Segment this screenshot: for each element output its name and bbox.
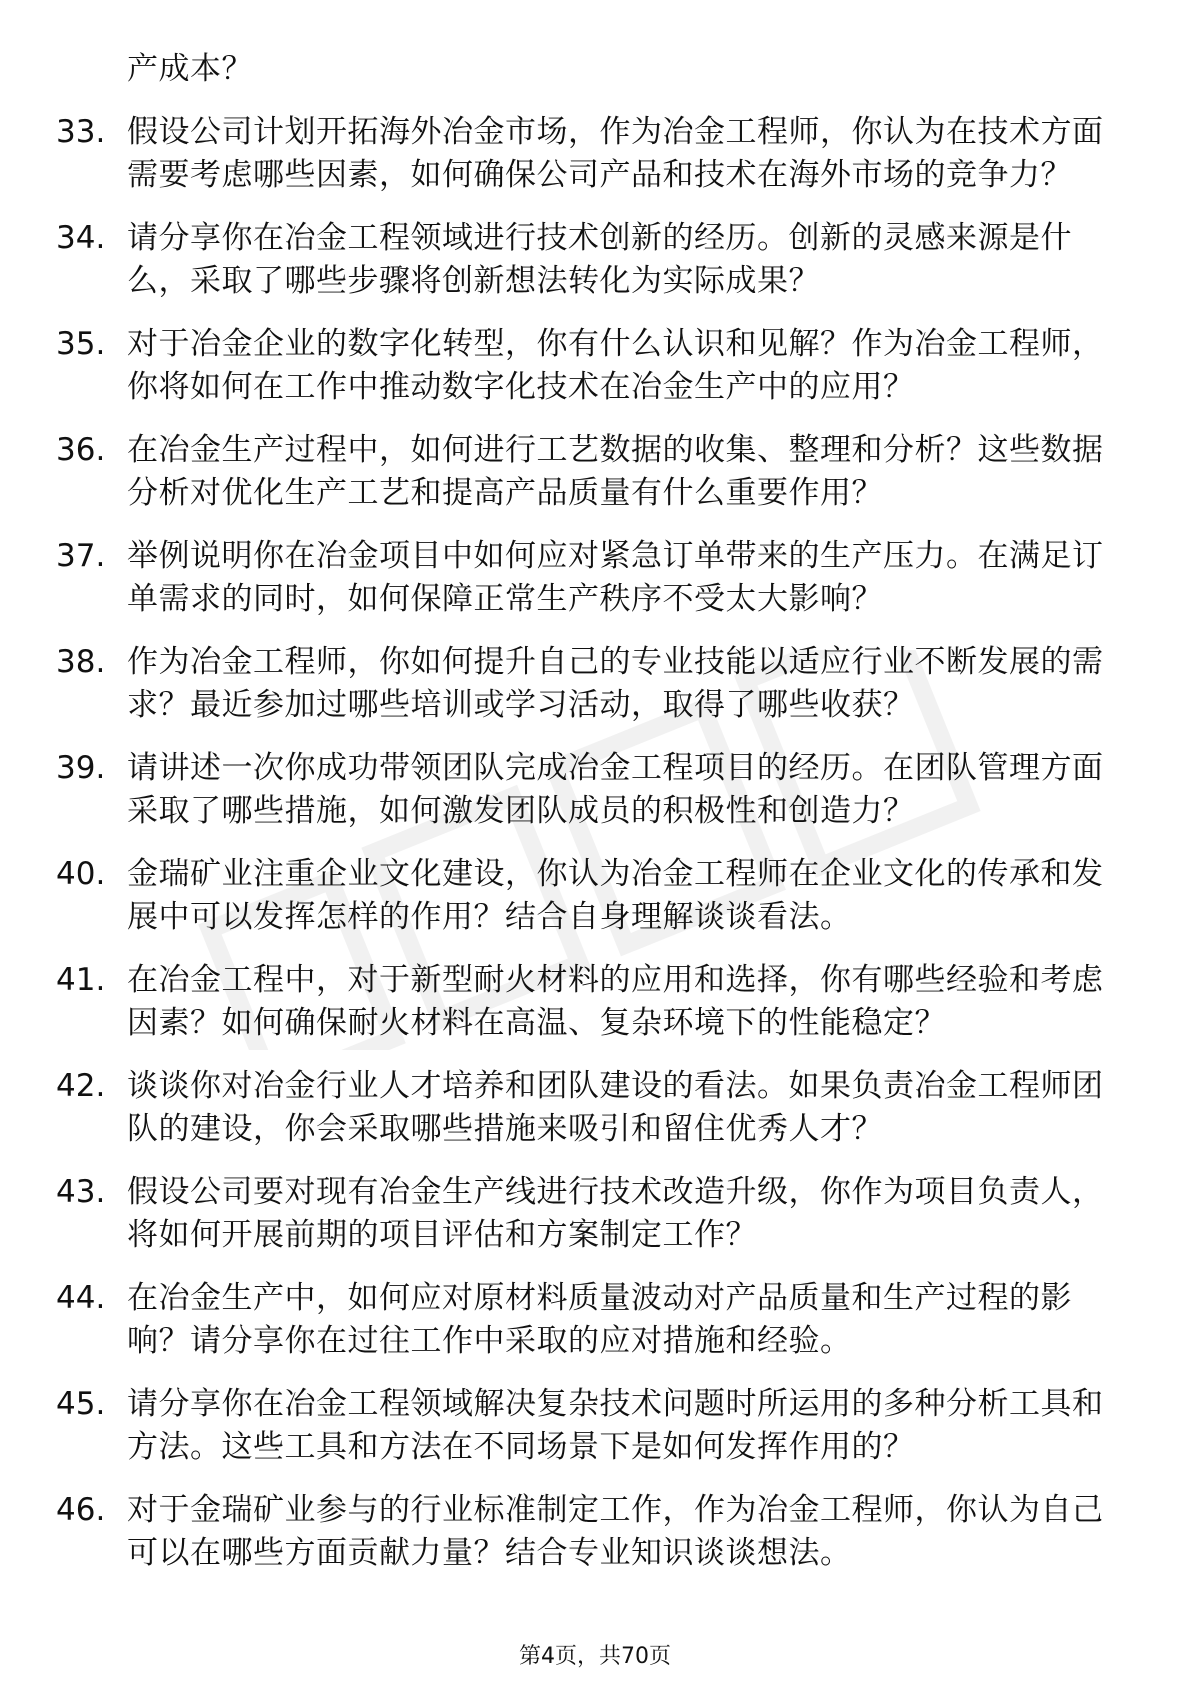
question-text: 请分享你在冶金工程领域解决复杂技术问题时所运用的多种分析工具和方法。这些工具和方法在不同场景下是如何发挥作用的？ <box>127 1386 1104 1465</box>
question-number: 45. <box>56 1386 106 1422</box>
question-text: 举例说明你在冶金项目中如何应对紧急订单带来的生产压力。在满足订单需求的同时，如何保障正常生产秩序不受太大影响？ <box>127 538 1104 617</box>
question-item <box>0 1383 1190 1469</box>
question-text: 请分享你在冶金工程领域进行技术创新的经历。创新的灵感来源是什么，采取了哪些步骤将创新想法转化为实际成果？ <box>127 220 1072 299</box>
question-item <box>0 747 1190 833</box>
question-number: 41. <box>56 962 106 998</box>
question-item <box>0 641 1190 727</box>
question-list <box>0 111 1190 1595</box>
question-text: 作为冶金工程师，你如何提升自己的专业技能以适应行业不断发展的需求？最近参加过哪些培训或学习活动，取得了哪些收获？ <box>127 644 1104 723</box>
question-item <box>0 1277 1190 1363</box>
question-text: 在冶金生产过程中，如何进行工艺数据的收集、整理和分析？这些数据分析对优化生产工艺和提高产品质量有什么重要作用？ <box>127 432 1104 511</box>
question-text: 在冶金生产中，如何应对原材料质量波动对产品质量和生产过程的影响？请分享你在过往工作中采取的应对措施和经验。 <box>127 1280 1072 1359</box>
question-item <box>0 959 1190 1045</box>
question-item <box>0 853 1190 939</box>
continued-question-text: 产成本？ <box>127 51 253 87</box>
question-number: 37. <box>56 538 106 574</box>
question-text: 在冶金工程中，对于新型耐火材料的应用和选择，你有哪些经验和考虑因素？如何确保耐火材料在高温、复杂环境下的性能稳定？ <box>127 962 1104 1041</box>
question-text: 谈谈你对冶金行业人才培养和团队建设的看法。如果负责冶金工程师团队的建设，你会采取哪些措施来吸引和留住优秀人才？ <box>127 1068 1104 1147</box>
question-text: 请讲述一次你成功带领团队完成冶金工程项目的经历。在团队管理方面采取了哪些措施，如何激发团队成员的积极性和创造力？ <box>127 750 1104 829</box>
question-item <box>0 111 1190 197</box>
question-item <box>0 323 1190 409</box>
question-number: 38. <box>56 644 106 680</box>
question-number: 36. <box>56 432 106 468</box>
question-item <box>0 1171 1190 1257</box>
question-item <box>0 535 1190 621</box>
question-item <box>0 1489 1190 1575</box>
question-number: 35. <box>56 326 106 362</box>
question-item <box>0 429 1190 515</box>
question-text: 对于金瑞矿业参与的行业标准制定工作，作为冶金工程师，你认为自己可以在哪些方面贡献力量？结合专业知识谈谈想法。 <box>127 1492 1104 1571</box>
page-number-footer: 第4页，共70页 <box>519 1644 671 1669</box>
question-text: 对于冶金企业的数字化转型，你有什么认识和见解？作为冶金工程师，你将如何在工作中推动数字化技术在冶金生产中的应用？ <box>127 326 1104 405</box>
question-number: 43. <box>56 1174 106 1210</box>
question-text: 金瑞矿业注重企业文化建设，你认为冶金工程师在企业文化的传承和发展中可以发挥怎样的作用？结合自身理解谈谈看法。 <box>127 856 1104 935</box>
question-number: 39. <box>56 750 106 786</box>
question-number: 33. <box>56 114 106 150</box>
question-number: 34. <box>56 220 106 256</box>
question-item <box>0 217 1190 303</box>
question-item <box>0 1065 1190 1151</box>
question-number: 40. <box>56 856 106 892</box>
question-number: 46. <box>56 1492 106 1528</box>
question-number: 42. <box>56 1068 106 1104</box>
question-text: 假设公司要对现有冶金生产线进行技术改造升级，你作为项目负责人，将如何开展前期的项目评估和方案制定工作？ <box>127 1174 1104 1253</box>
question-number: 44. <box>56 1280 106 1316</box>
question-text: 假设公司计划开拓海外冶金市场，作为冶金工程师，你认为在技术方面需要考虑哪些因素，如何确保公司产品和技术在海外市场的竞争力？ <box>127 114 1104 193</box>
